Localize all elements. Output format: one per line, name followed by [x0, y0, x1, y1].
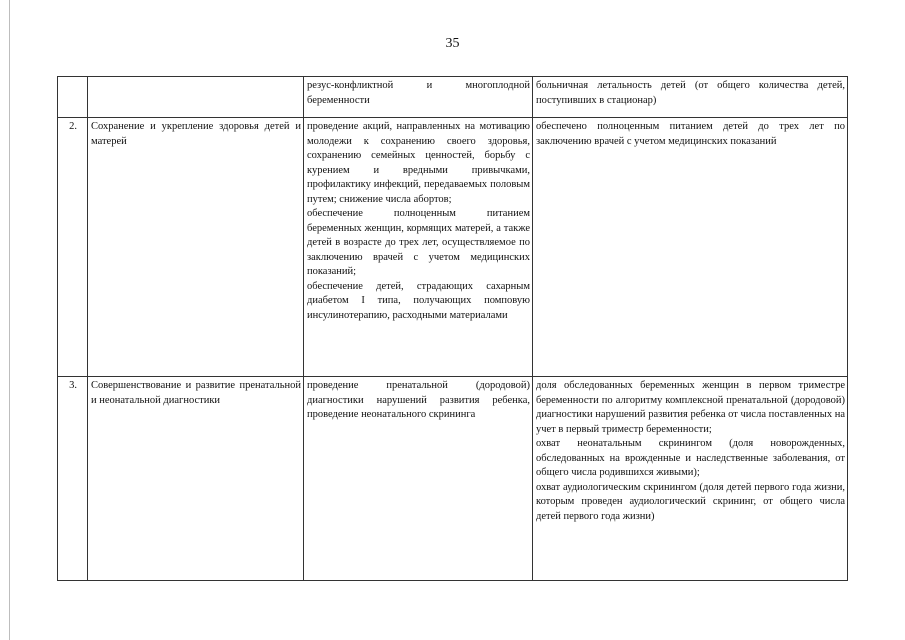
table-row [58, 77, 848, 118]
task-cell [88, 77, 304, 118]
task-cell: Совершенствование и развитие пренатальной и неонатальной диагностики [88, 377, 304, 581]
indicator-item: охват аудиологическим скринингом (доля детей первого года жизни, которым проведен аудиологический скрининг, от общего числа детей первого года жизни) [536, 481, 845, 522]
measure-item: проведение акций, направленных на мотивацию молодежи к сохранению своего здоровья, сохранению семейных ценностей, борьбу с курением и вредными привычками, профилактику инфекций, передаваемых половым путем; снижение числа абортов; [307, 121, 530, 205]
measures-cell [304, 118, 533, 377]
measures-cell [304, 377, 533, 581]
measures-cell [304, 77, 533, 118]
task-cell: Сохранение и укрепление здоровья детей и матерей [88, 118, 304, 377]
indicator-item: охват неонатальным скринингом (доля новорожденных, обследованных на врожденные и наследственные заболевания, от общего числа родившихся живыми); [536, 438, 845, 478]
table-row [58, 118, 848, 377]
indicators-cell [533, 118, 848, 377]
page-number: 35 [445, 36, 460, 51]
indicators-cell [533, 377, 848, 581]
indicator-item: обеспечено полноценным питанием детей до трех лет по заключению врачей с учетом медицинских показаний [536, 121, 845, 147]
row-number-cell [58, 77, 88, 118]
document-table [57, 76, 848, 581]
row-number-cell: 3. [58, 377, 88, 581]
measure-item: резус-конфликтной и многоплодной беременности [307, 80, 530, 106]
table-row [58, 377, 848, 581]
indicators-cell [533, 77, 848, 118]
measure-item: проведение пренатальной (дородовой) диагностики нарушений развития ребенка, проведение неонатального скрининга [307, 380, 530, 420]
measure-item: обеспечение детей, страдающих сахарным диабетом I типа, получающих помповую инсулинотерапию, расходными материалами [307, 280, 530, 321]
row-number-cell: 2. [58, 118, 88, 377]
indicator-item: больничная летальность детей (от общего количества детей, поступивших в стационар) [536, 80, 845, 106]
measure-item: обеспечение полноценным питанием беременных женщин, кормящих матерей, а также детей в возрасте до трех лет, осуществляемое по заключению врачей с учетом медицинских показаний; [307, 208, 530, 277]
page-left-edge [9, 0, 10, 640]
indicator-item: доля обследованных беременных женщин в первом триместре беременности по алгоритму комплексной пренатальной (дородовой) диагностики нарушений развития ребенка от числа поставленных на учет в первый триместр беременности; [536, 380, 845, 435]
